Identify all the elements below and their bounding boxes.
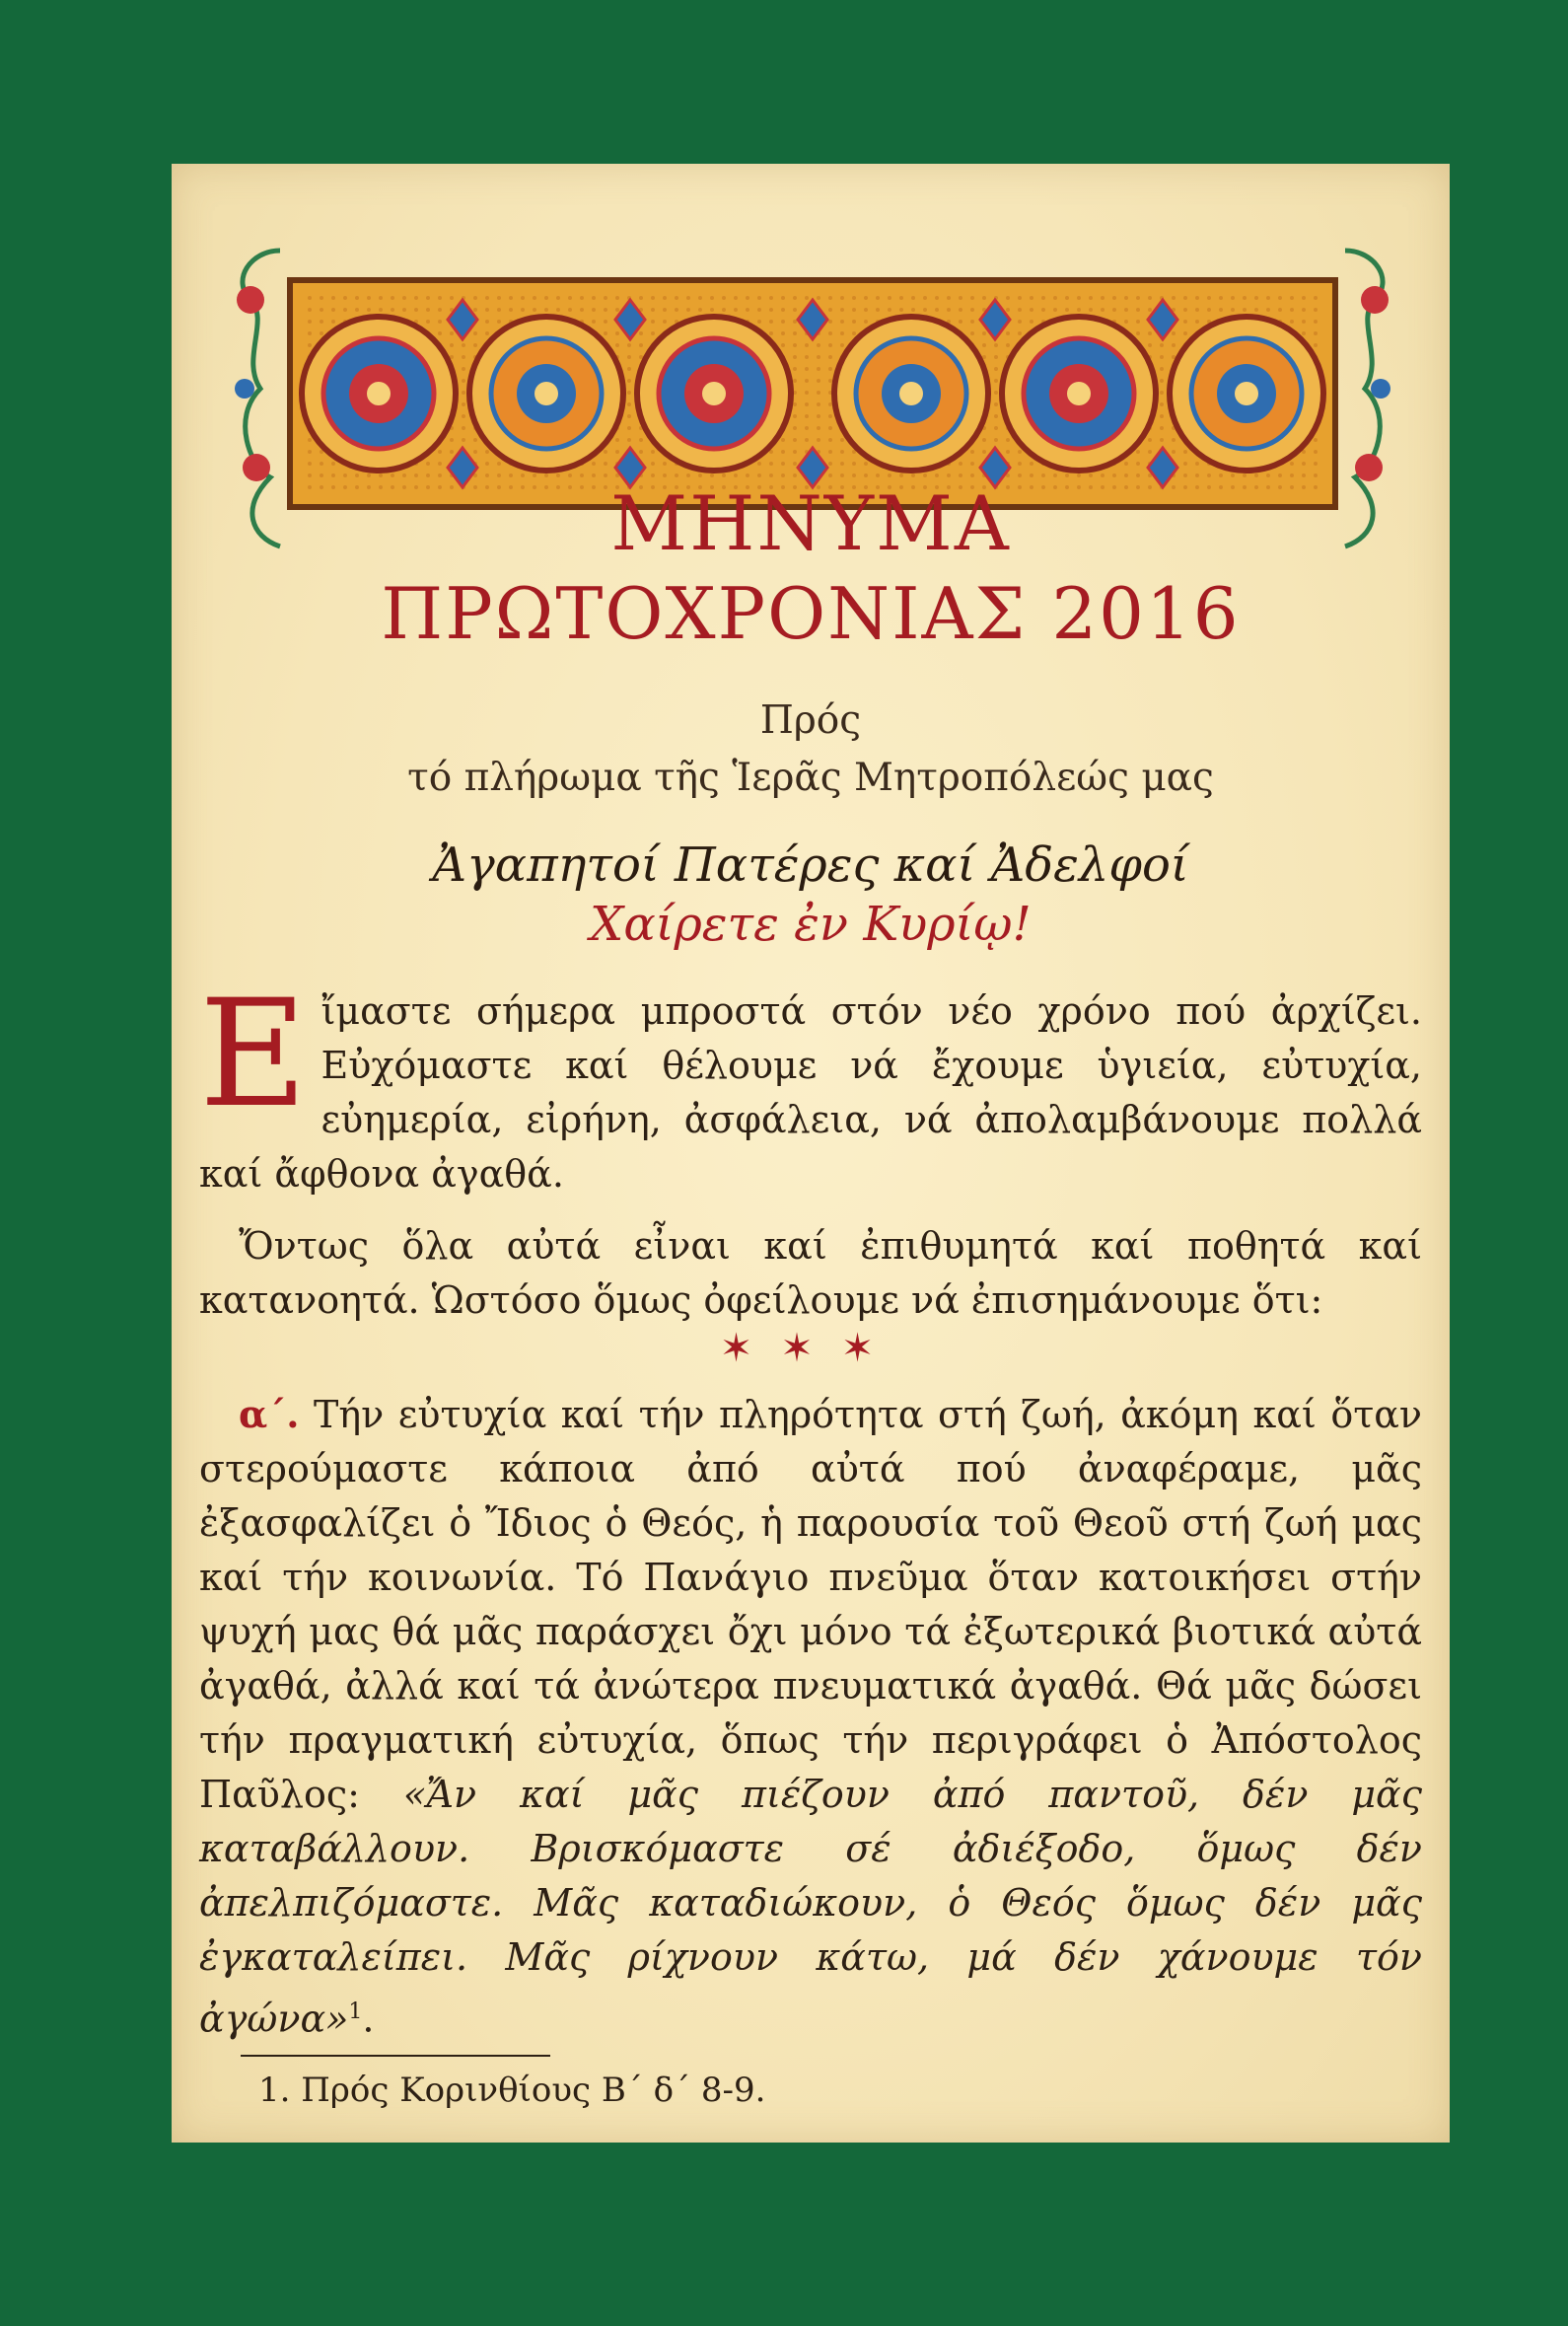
drop-cap: Ε xyxy=(199,969,308,1140)
footnote-divider xyxy=(241,2055,550,2057)
paragraph-3 xyxy=(199,1387,1422,2047)
paragraph-3-end: . xyxy=(362,1997,375,2041)
paragraph-3-text: Τήν εὐτυχία καί τήν πληρότητα στή ζωή, ἀκόμη καί ὅταν στερούμαστε κάποια ἀπό αὐτά πού ἀναφέραμε, μᾶς ἐξασφαλίζει ὁ Ἴδιος ὁ Θεός, ἡ παρουσία τοῦ Θεοῦ στή ζωή μας καί τήν κοινωνία. Τό Πανάγιο πνεῦμα ὅταν κατοικήσει στήν ψυχή μας θά μᾶς παράσχει ὄχι μόνο τά ἐξωτερικά βιοτικά αὐτά ἀγαθά, ἀλλά καί τά ἀνώτερα πνευματικά ἀγαθά. Θά μᾶς δώσει τήν πραγματική εὐτυχία, ὅπως τήν περιγράφει ὁ Ἀπόστολος Παῦλος: xyxy=(199,1393,1422,1816)
footnote: 1. Πρός Κορινθίους Β΄ δ΄ 8-9. xyxy=(258,2071,766,2110)
paragraph-2: Ὄντως ὅλα αὐτά εἶναι καί ἐπιθυμητά καί ποθητά καί κατανοητά. Ὡστόσο ὅμως ὀφείλουμε νά ἐπισημάνουμε ὅτι: xyxy=(199,1224,1422,1322)
greeting-line-1: Ἀγαπητοί Πατέρες καί Ἀδελφοί xyxy=(432,837,1189,893)
greeting-line-2: Χαίρετε ἐν Κυρίῳ! xyxy=(590,897,1032,952)
paragraph-1-text: ἴμαστε σήμερα μπροστά στόν νέο χρόνο πού ἀρχίζει. Εὐχόμαστε καί θέλουμε νά ἔχουμε ὑγιεία, εὐτυχία, εὐημερία, εἰρήνη, ἀσφάλεια, νά ἀπολαμβάνουμε πολλά καί ἄφθονα ἀγαθά. xyxy=(199,989,1422,1196)
footnote-reference[interactable]: 1 xyxy=(348,1999,363,2024)
title-line-1: ΜΗΝΥΜΑ xyxy=(610,479,1011,567)
star-separator: ✶✶✶ xyxy=(719,1326,902,1371)
page xyxy=(172,164,1450,2143)
address-line-1: Πρός xyxy=(759,698,862,743)
section-marker: α΄. xyxy=(239,1392,300,1436)
paragraph-1 xyxy=(199,969,1422,1201)
scripture-quote: «Ἄν καί μᾶς πιέζουν ἀπό παντοῦ, δέν μᾶς καταβάλλουν. Βρισκόμαστε σέ ἀδιέξοδο, ὅμως δέν ἀπελπιζόμαστε. Μᾶς καταδιώκουν, ὁ Θεός ὅμως δέν μᾶς ἐγκαταλείπει. Μᾶς ρίχνουν κάτω, μά δέν χάνουμε τόν ἀγώνα» xyxy=(199,1773,1422,2041)
title-line-2: ΠΡΩΤΟΧΡΟΝΙΑΣ 2016 xyxy=(381,572,1241,655)
address-line-2: τό πλήρωμα τῆς Ἱερᾶς Μητροπόλεώς μας xyxy=(407,756,1214,800)
